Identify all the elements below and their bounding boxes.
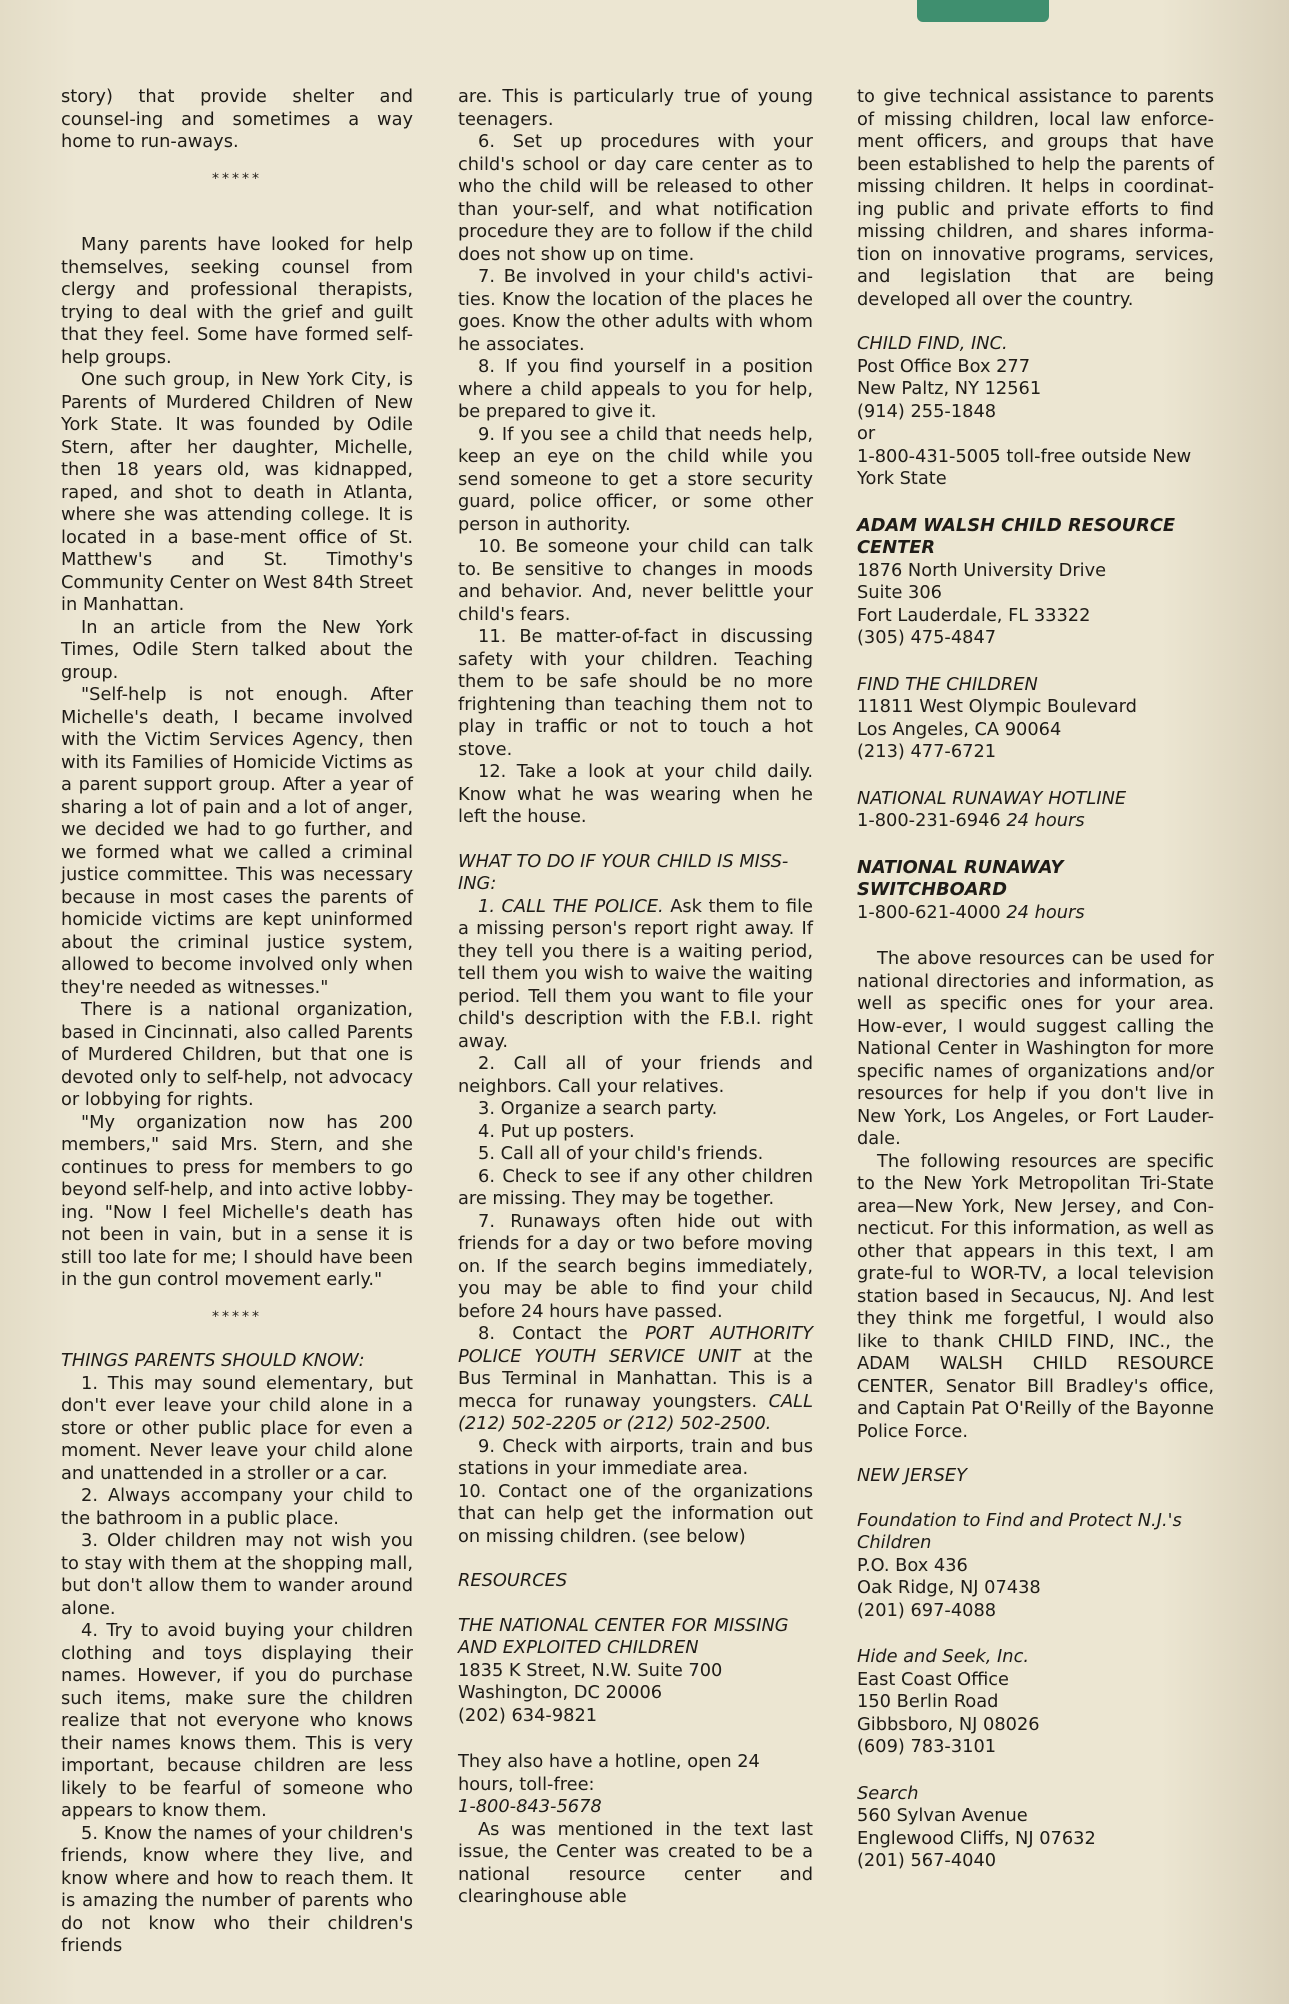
list-item: 5. Call all of your child's friends. [478, 1143, 764, 1164]
section-divider: ***** [212, 1308, 262, 1325]
list-item: 12. Take a look at your child daily. Know what he was wearing when he left the house. [458, 761, 813, 827]
list-item: 2. Call all of your friends and neighbors. Call your relatives. [458, 1053, 813, 1097]
phone-number: 1-800-431-5005 toll-free outside New York State [857, 445, 1192, 489]
list-item: 2. Always accompany your child to the bathroom in a public place. [61, 1485, 413, 1529]
address-line: 150 Berlin Road [857, 1691, 999, 1712]
address-line: Englewood Cliffs, NJ 07632 [857, 1827, 1096, 1849]
list-item: 10. Be someone your child can talk to. Be sensitive to changes in moods and behavior. And, never belittle your child's fears. [458, 536, 813, 625]
section-heading: THINGS PARENTS SHOULD KNOW: [61, 1350, 365, 1371]
list-item: 4. Put up posters. [478, 1120, 635, 1142]
paragraph: are. This is particularly true of young teenagers. [458, 86, 813, 130]
column-3 [857, 86, 1214, 1897]
address-line: Gibbsboro, NJ 08026 [857, 1713, 1040, 1735]
section-heading: WHAT TO DO IF YOUR CHILD IS MISS-ING: [458, 850, 789, 894]
phone-number: (914) 255-1848 [857, 400, 997, 422]
resource-entry [857, 1783, 1214, 1873]
org-name: ADAM WALSH CHILD RESOURCE CENTER [857, 514, 1176, 558]
org-name: FIND THE CHILDREN [857, 673, 1038, 695]
section-heading: NEW JERSEY [857, 1465, 967, 1486]
phone-number: (213) 477-6721 [857, 741, 997, 762]
phone-number: 1-800-843-5678 [458, 1796, 602, 1817]
list-item: 9. If you see a child that needs help, keep an eye on the child while you send someone to get a store security guard, police officer, or some other person in authority. [458, 423, 813, 535]
phone-number: (201) 697-4088 [857, 1599, 997, 1621]
list-item: 3. Organize a search party. [478, 1098, 718, 1119]
text: Ask them to file a missing person's report right away. If they tell you there is a waiting period, tell them you wish to waive the waiting period. Tell them you want to file your child's description with the F.B.I. right away. [458, 895, 813, 1052]
address-line: Los Angeles, CA 90064 [857, 718, 1062, 740]
address-line: or [857, 423, 876, 444]
address-line: Washington, DC 20006 [458, 1682, 663, 1703]
resource-entry [857, 674, 1214, 764]
org-name: Search [857, 1782, 919, 1804]
address-line: 1876 North University Drive [857, 559, 1107, 581]
address-line: Suite 306 [857, 582, 942, 603]
address-line: P.O. Box 436 [857, 1554, 968, 1576]
phone-number [857, 810, 1214, 833]
section-heading: RESOURCES [458, 1570, 568, 1591]
emphasis: 1. CALL THE POLICE. [478, 895, 664, 917]
hours: 24 hours [1006, 901, 1085, 923]
address-line: Oak Ridge, NJ 07438 [857, 1577, 1041, 1598]
list-item: 6. Check to see if any other children are missing. They may be together. [458, 1165, 813, 1209]
list-item: 3. Older children may not wish you to stay with them at the shopping mall, but don't allow them to wander around alone. [61, 1530, 413, 1619]
resource-entry [857, 1510, 1214, 1623]
list-item: 7. Runaways often hide out with friends for a day or two before moving on. If the search begins immediately, you may be able to find your child before 24 hours have passed. [458, 1210, 813, 1322]
org-name: Foundation to Find and Protect N.J.'s Children [857, 1509, 1182, 1553]
paragraph: "My organization now has 200 members," said Mrs. Stern, and she continues to press for members to go beyond self-help, and into active lobby-ing. "Now I feel Michelle's death has not been in vain, but in a sense it is still too late for me; I should have been in the gun control movement early." [61, 1111, 413, 1290]
resource-entry [857, 857, 1214, 925]
address-line: East Coast Office [857, 1668, 1010, 1690]
org-name: CHILD FIND, INC. [857, 333, 1008, 354]
paragraph: The above resources can be used for national directories and information, as well as specific ones for your area. How-ever, I would suggest calling the National Center in Washington for more specific names of organizations and/or resources for help if you don't live in New York, Los Angeles, or Fort Lauder-dale. [857, 948, 1214, 1149]
resource-entry [857, 515, 1214, 650]
text: 8. Contact the [478, 1323, 646, 1344]
list-item: 9. Check with airports, train and bus stations in your immediate area. [458, 1435, 813, 1479]
list-item [458, 1323, 813, 1436]
hours: 24 hours [1006, 810, 1085, 831]
phone-number: (201) 567-4040 [857, 1850, 997, 1871]
list-item: 8. If you find yourself in a position where a child appeals to you for help, be prepared to give it. [458, 356, 813, 422]
phone-number [857, 902, 1214, 925]
column-1 [61, 86, 413, 1958]
org-name: Hide and Seek, Inc. [857, 1646, 1030, 1667]
address-line: Post Office Box 277 [857, 355, 1031, 377]
paragraph: to give technical assistance to parents of missing children, local law enforce-ment officers, and groups that have been established to help the parents of missing children. It helps in coordinat-ing public and private efforts to find missing children, and shares informa-tion on innovative programs, services, and legislation that are being developed all over the country. [857, 86, 1214, 310]
emphasis: CALL (212) 502-2205 or (212) 502-2500. [458, 1390, 813, 1434]
org-name: NATIONAL RUNAWAY SWITCHBOARD [857, 856, 1064, 900]
list-item: 4. Try to avoid buying your children clothing and toys displaying their names. However, if you do purchase such items, make sure the children realize that not everyone who knows their names knows them. This is very important, because children are less likely to be fearful of someone who appears to know them. [61, 1620, 413, 1821]
list-item: 1. This may sound elementary, but don't ever leave your child alone in a store or other public place for even a moment. Never leave your child alone and unattended in a stroller or a car. [61, 1372, 413, 1484]
paragraph: story) that provide shelter and counsel-ing and sometimes a way home to run-aways. [61, 86, 413, 152]
text: at the Bus Terminal in Manhattan. This is a mecca for runaway youngsters. [458, 1345, 813, 1412]
phone-digits: 1-800-621-4000 [857, 901, 1007, 923]
address-line: 560 Sylvan Avenue [857, 1805, 1028, 1826]
address-line: 11811 West Olympic Boulevard [857, 696, 1137, 717]
emphasis: PORT AUTHORITY POLICE YOUTH SERVICE UNIT [458, 1323, 813, 1367]
paragraph: In an article from the New York Times, Odile Stern talked about the group. [61, 616, 413, 683]
resource-entry [857, 788, 1214, 833]
org-name: THE NATIONAL CENTER FOR MISSING AND EXPLOITED CHILDREN [458, 1614, 789, 1658]
paragraph: There is a national organization, based in Cincinnati, also called Parents of Murdered Children, but that one is devoted only to self-help, not advocacy or lobbying for rights. [61, 999, 413, 1110]
resource-entry [857, 1646, 1214, 1759]
address-line: New Paltz, NY 12561 [857, 378, 1042, 399]
phone-digits: 1-800-231-6946 [857, 810, 1007, 831]
paragraph: "Self-help is not enough. After Michelle's death, I became involved with the Victim Services Agency, then with its Families of Homicide Victims as a parent support group. After a year of sharing a lot of pain and a lot of anger, we decided we had to go further, and we formed what we called a criminal justice committee. This was necessary because in most cases the parents of homicide victims are kept uninformed about the criminal justice system, allowed to become involved only when they're needed as witnesses." [61, 684, 413, 998]
list-item: 6. Set up procedures with your child's school or day care center as to who the child will be released to other than your-self, and what notification procedure they are to follow if the child does not show up on time. [458, 131, 813, 265]
list-item: 5. Know the names of your children's friends, know where they live, and know where and how to reach them. It is amazing the number of parents who do not know who their children's friends [61, 1822, 413, 1956]
section-divider: ***** [212, 170, 262, 187]
list-item: 11. Be matter-of-fact in discussing safety with your children. Teaching them to be safe should be no more frightening than teaching them not to play in traffic or not to touch a hot stove. [458, 626, 813, 760]
corner-tab [917, 0, 1049, 22]
resource-entry [857, 333, 1214, 491]
list-item: 10. Contact one of the organizations that can help get the information out on missing children. (see below) [458, 1480, 813, 1547]
phone-number: (609) 783-3101 [857, 1736, 997, 1757]
paragraph: As was mentioned in the text last issue, the Center was created to be a national resource center and clearinghouse able [458, 1818, 813, 1907]
address-line: Fort Lauderdale, FL 33322 [857, 604, 1091, 626]
list-item [458, 896, 813, 1054]
paragraph: They also have a hotline, open 24 hours, toll-free: [458, 1751, 760, 1795]
resource-entry [458, 1615, 813, 1728]
phone-number: (202) 634-9821 [458, 1704, 598, 1726]
paragraph: One such group, in New York City, is Parents of Murdered Children of New York State. It was founded by Odile Stern, after her daughter, Michelle, then 18 years old, was kidnapped, raped, and shot to death in Atlanta, where she was attending college. It is located in a base-ment office of St. Matthew's and St. Timothy's Community Center on West 84th Street in Manhattan. [61, 369, 413, 615]
paragraph: The following resources are specific to the New York Metropolitan Tri-State area—New York, New Jersey, and Con-necticut. For this information, as well as other that appears in this text, I am grate-ful to WOR-TV, a local television station based in Secaucus, NJ. And lest they think me forgetful, I would also like to thank CHILD FIND, INC., the ADAM WALSH CHILD RESOURCE CENTER, Senator Bill Bradley's office, and Captain Pat O'Reilly of the Bayonne Police Force. [857, 1150, 1214, 1442]
paragraph: Many parents have looked for help themselves, seeking counsel from clergy and professional therapists, trying to deal with the grief and guilt that they feel. Some have formed self-help groups. [61, 234, 413, 368]
column-2 [458, 86, 813, 1909]
address-line: 1835 K Street, N.W. Suite 700 [458, 1659, 723, 1681]
list-item: 7. Be involved in your child's activi-ties. Know the location of the places he goes. Know the other adults with whom he associates. [458, 266, 813, 355]
phone-number: (305) 475-4847 [857, 627, 997, 648]
org-name: NATIONAL RUNAWAY HOTLINE [857, 787, 1127, 809]
